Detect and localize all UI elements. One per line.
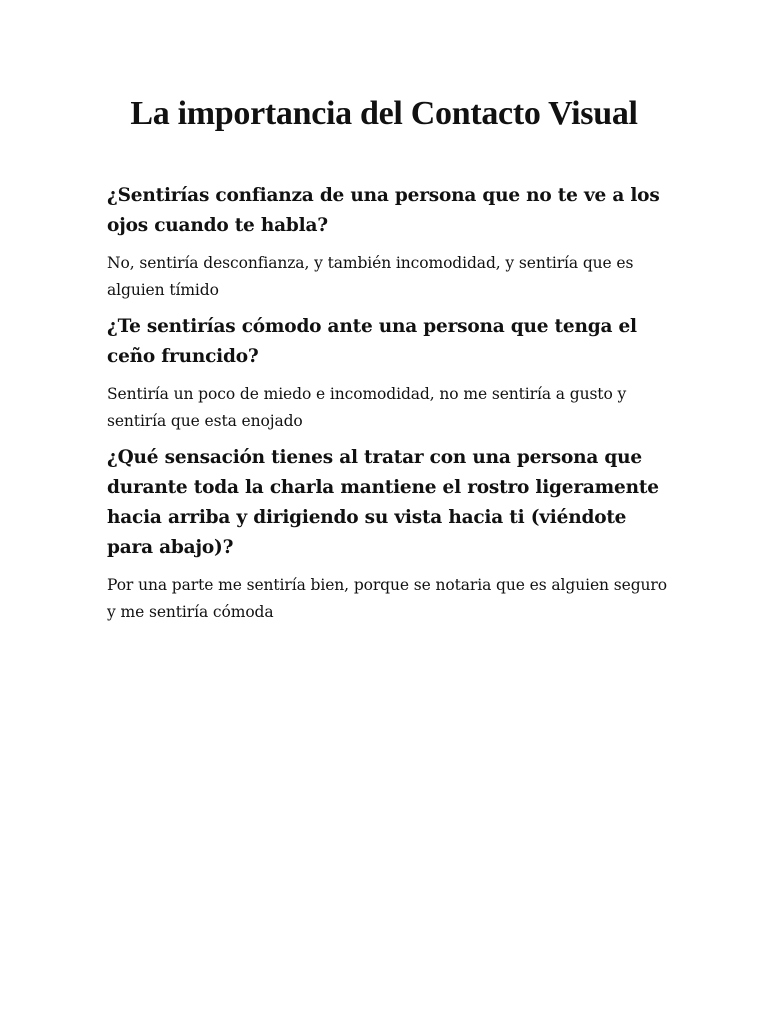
answer-2: Sentiría un poco de miedo e incomodidad, no me sentiría a gusto y sentiría que esta enojado	[107, 385, 627, 430]
answer-1: No, sentiría desconfianza, y también incomodidad, y sentiría que es alguien tímido	[107, 254, 634, 299]
question-1: ¿Sentirías confianza de una persona que no te ve a los ojos cuando te habla?	[107, 185, 660, 236]
document-body	[107, 181, 667, 634]
question-3: ¿Qué sensación tienes al tratar con una persona que durante toda la charla mantiene el rostro ligeramente hacia arriba y dirigiendo su vista hacia ti (viéndote para abajo)?	[107, 447, 659, 558]
page-title: La importancia del Contacto Visual	[130, 95, 638, 132]
question-2: ¿Te sentirías cómodo ante una persona que tenga el ceño fruncido?	[107, 316, 637, 367]
answer-3: Por una parte me sentiría bien, porque se notaria que es alguien seguro y me sentiría cómoda	[107, 576, 667, 621]
